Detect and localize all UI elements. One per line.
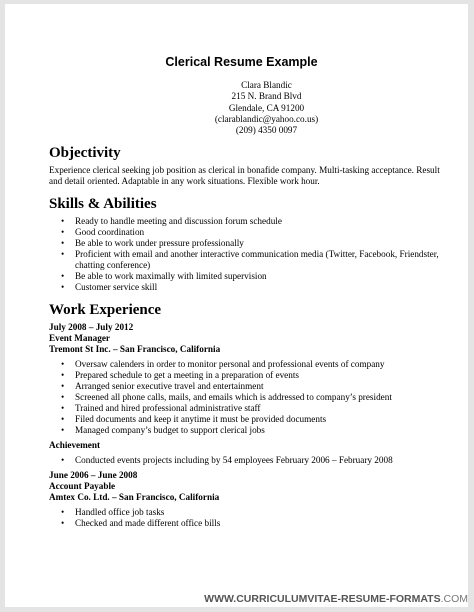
objectivity-heading: Objectivity — [49, 145, 121, 162]
experience-heading: Work Experience — [49, 302, 162, 319]
list-item: • Checked and made different office bills — [75, 518, 442, 529]
job-2 — [49, 470, 468, 529]
list-item: • Ready to handle meeting and discussion forum schedule — [75, 216, 442, 227]
watermark-tld: .COM — [440, 593, 468, 605]
list-item: • Handled office job tasks — [75, 507, 442, 518]
job-2-period: June 2006 – June 2008 — [49, 470, 138, 481]
skills-list — [49, 216, 468, 293]
achievement-label: Achievement — [49, 440, 101, 451]
contact-street: 215 N. Brand Blvd — [231, 91, 302, 102]
contact-block — [5, 80, 468, 136]
watermark-domain: WWW.CURRICULUMVITAE-RESUME-FORMATS — [204, 593, 441, 605]
contact-phone: (209) 4350 0097 — [235, 125, 298, 136]
job-1-company: Tremont St Inc. – San Francisco, California — [49, 344, 221, 355]
resume-title: Clerical Resume Example — [165, 55, 318, 69]
list-item: • Be able to work maximally with limited supervision — [75, 271, 442, 282]
list-item: • Be able to work under pressure professionally — [75, 238, 442, 249]
list-item: • Good coordination — [75, 227, 442, 238]
objectivity-text: Experience clerical seeking job position as clerical in bonafide company. Multi-tasking acceptance. Result and detail oriented. Adaptable in any work situations. Flexible work hour. — [49, 165, 440, 187]
contact-name: Clara Blandic — [241, 80, 292, 90]
job-1-achievements — [49, 455, 468, 466]
job-2-duties — [49, 507, 468, 529]
contact-city: Glendale, CA 91200 — [228, 102, 305, 113]
list-item: • Screened all phone calls, mails, and emails which is addressed to company’s president — [75, 392, 442, 403]
list-item: • Filed documents and keep it anytime it must be provided documents — [75, 414, 442, 425]
list-item: • Managed company’s budget to support clerical jobs — [75, 425, 442, 436]
list-item: • Customer service skill — [75, 282, 442, 293]
job-2-role: Account Payable — [49, 481, 116, 492]
job-1 — [49, 322, 468, 466]
resume-page — [5, 4, 468, 607]
job-1-duties — [49, 359, 468, 436]
job-1-role: Event Manager — [49, 333, 110, 344]
job-1-period: July 2008 – July 2012 — [49, 322, 134, 333]
skills-heading: Skills & Abilities — [49, 196, 157, 213]
list-item: • Oversaw calenders in order to monitor personal and professional events of company — [75, 359, 442, 370]
list-item: • Trained and hired professional administrative staff — [75, 403, 442, 414]
job-2-company: Amtex Co. Ltd. – San Francisco, California — [49, 492, 220, 503]
list-item: • Proficient with email and another interactive communication media (Twitter, Facebook, Friendster, chatting conference) — [75, 249, 442, 271]
list-item: • Prepared schedule to get a meeting in a preparation of events — [75, 370, 442, 381]
list-item: • Arranged senior executive travel and entertainment — [75, 381, 442, 392]
source-watermark — [204, 593, 468, 605]
contact-email: (clarablandic@yahoo.co.us) — [214, 113, 319, 124]
list-item: • Conducted events projects including by 54 employees February 2006 – February 2008 — [75, 455, 442, 466]
